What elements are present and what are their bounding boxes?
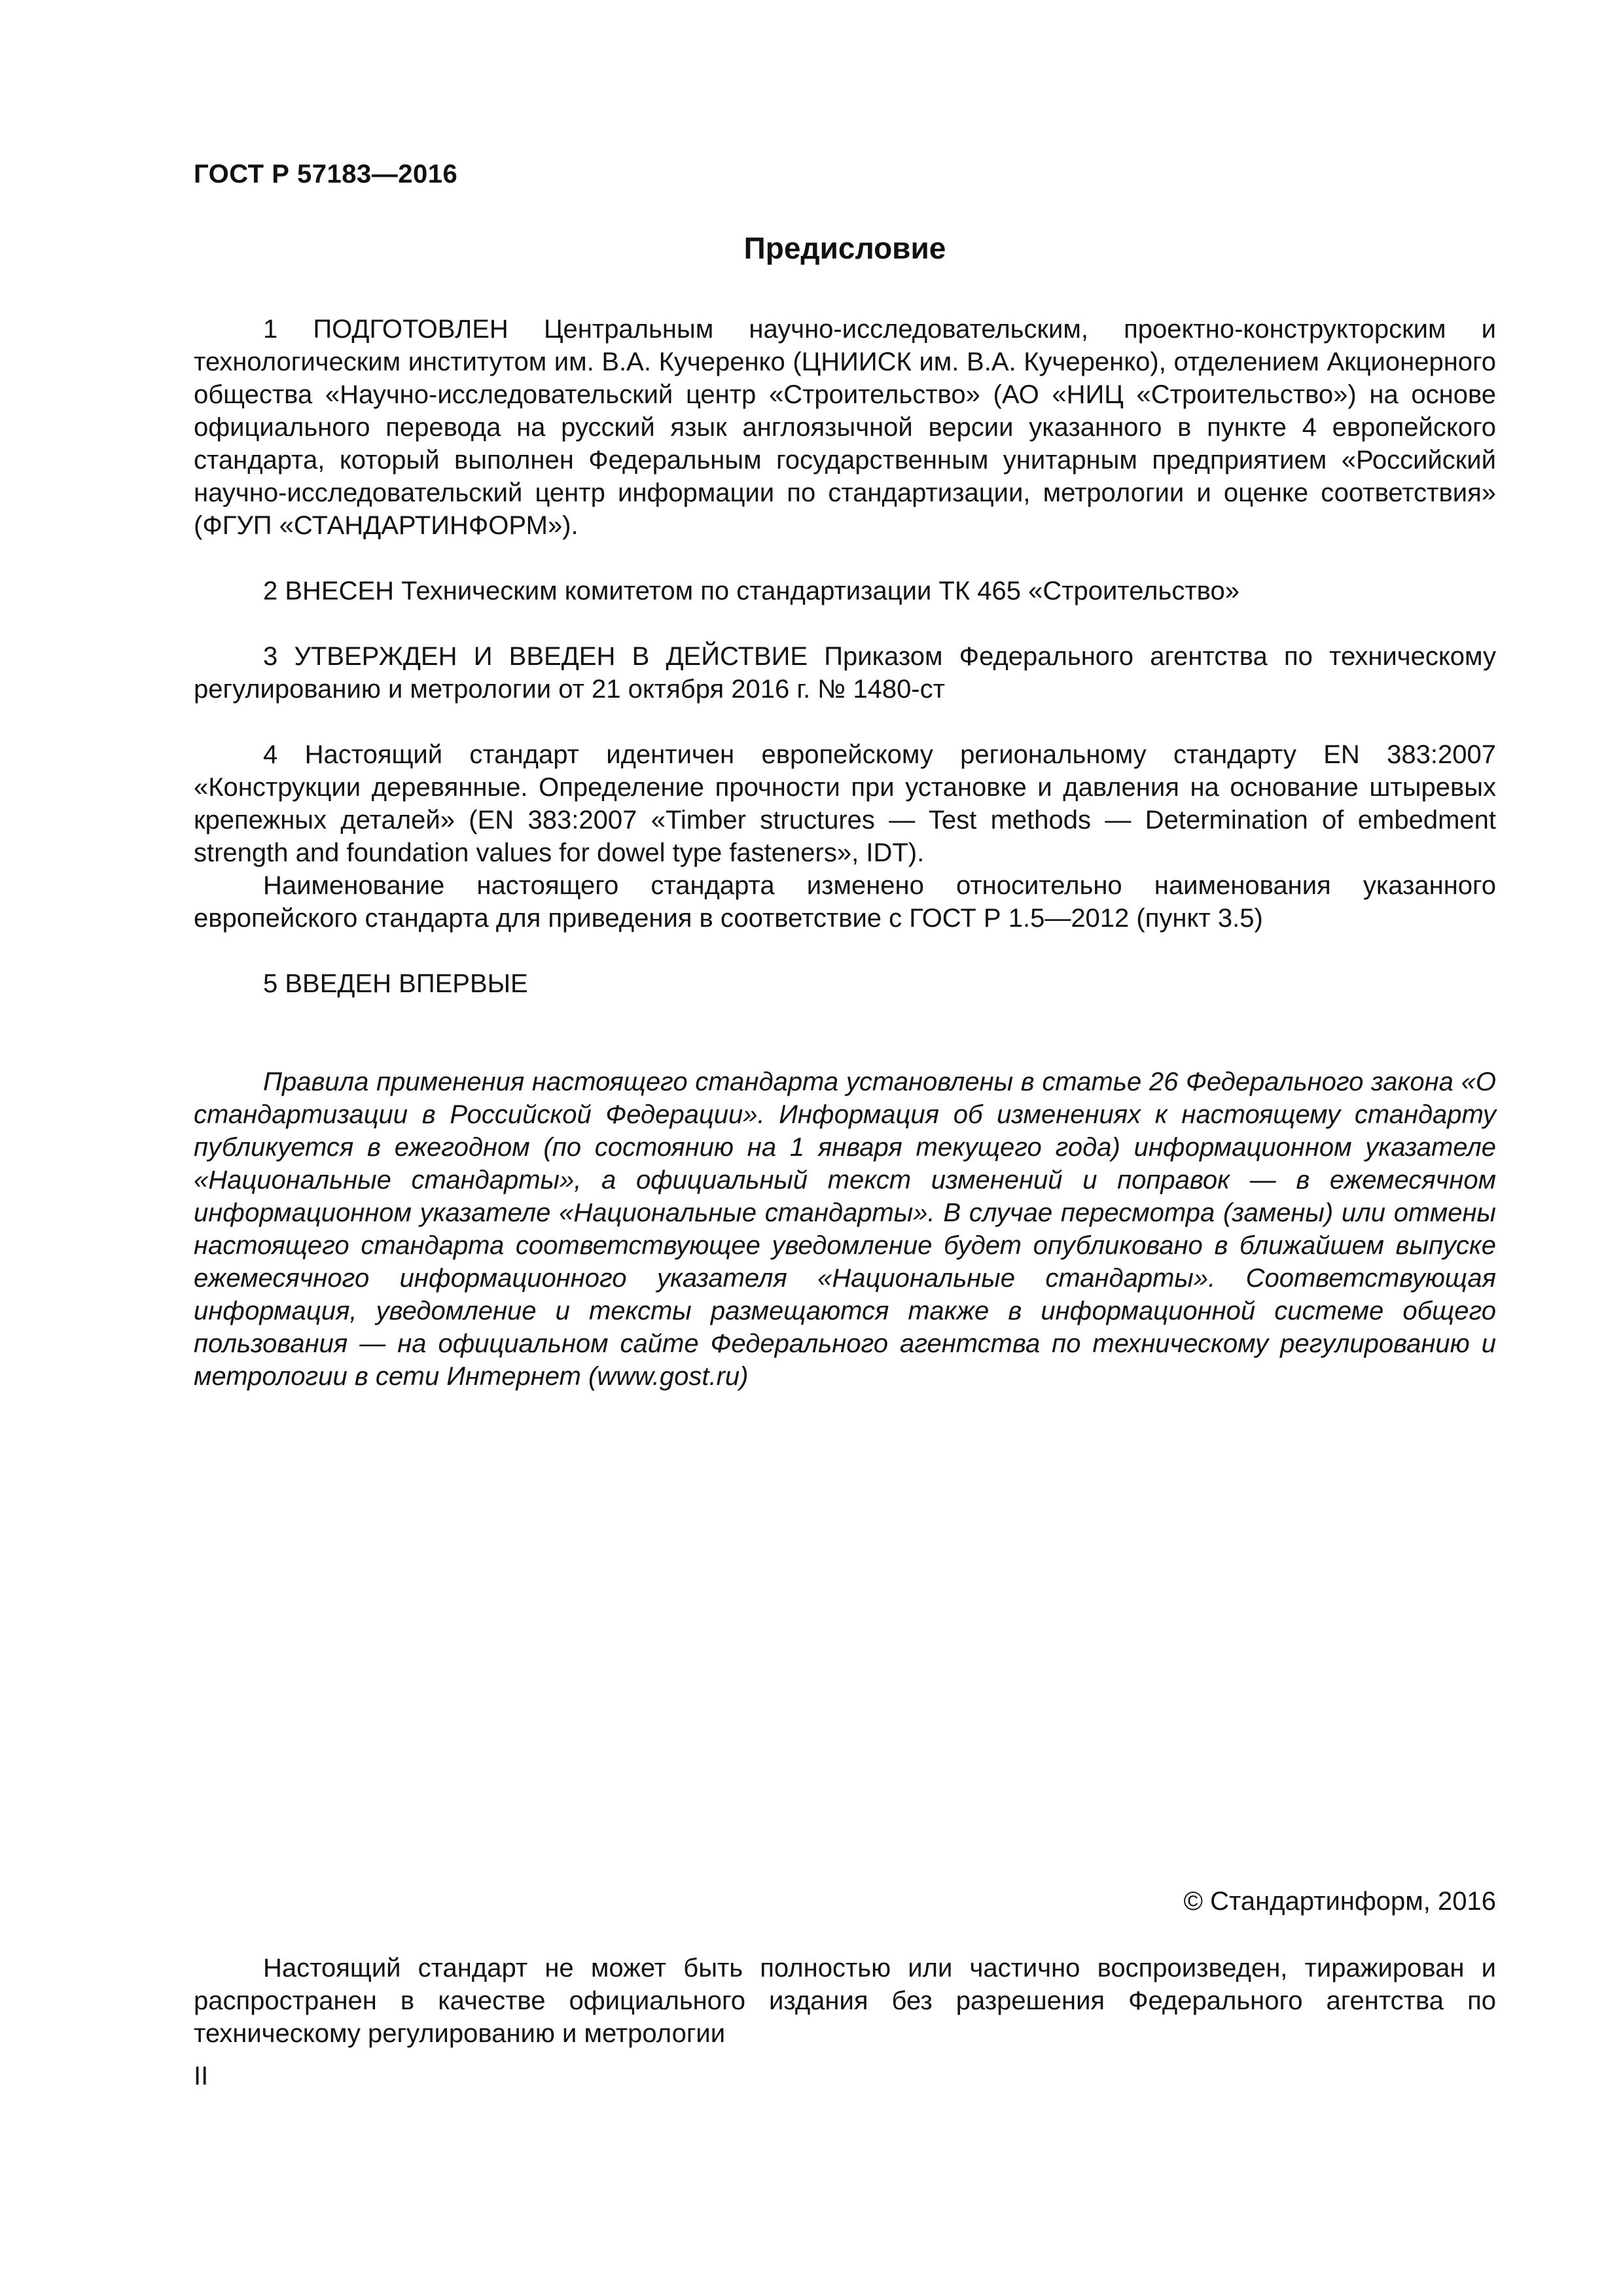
copyright: © Стандартинформ, 2016 [1183,1887,1496,1916]
foreword-item-4-lead: 4 [263,740,278,769]
reproduction-notice: Настоящий стандарт не может быть полностью или частично воспроизведен, тиражирован и распространен в качестве официального издания без разрешения Федерального агентства по техническому регулированию и метрологии [194,1954,1496,2048]
foreword-item-3 [194,640,1496,706]
foreword-item-2 [194,575,1496,607]
foreword-item-4-text: Настоящий стандарт идентичен европейскому региональному стандарту EN 383:2007 «Конструкции деревянные. Определение прочности при установке и давления на основание штыревых крепежных деталей» (EN 383:2007 «Timber structures — Test methods — Determination of embedment strength and foundation values for dowel type fasteners», IDT). [194,740,1496,867]
foreword-item-4-extra: Наименование настоящего стандарта изменено относительно наименования указанного европейского стандарта для приведения в соответствие с ГОСТ Р 1.5—2012 (пункт 3.5) [194,871,1496,933]
foreword-item-1-lead: 1 ПОДГОТОВЛЕН [263,315,508,344]
foreword-body [194,313,1496,1000]
foreword-item-3-lead: 3 УТВЕРЖДЕН И ВВЕДЕН В ДЕЙСТВИЕ [263,642,808,671]
page-number: II [194,2062,209,2090]
foreword-item-2-text: Техническим комитетом по стандартизации ТК 465 «Строительство» [394,577,1240,605]
foreword-item-1-text: Центральным научно-исследовательским, проектно-конструкторским и технологическим институтом им. В.А. Кучеренко (ЦНИИСК им. В.А. Кучеренко), отделением Акционерного общества «Научно-исследовательский центр «Строительство» (АО «НИЦ «Строительство») на основе официального перевода на русский язык англоязычной версии указанного в пункте 4 европейского стандарта, который выполнен Федеральным государственным унитарным предприятием «Российский научно-исследовательский центр информации по стандартизации, метрологии и оценке соответствия» (ФГУП «СТАНДАРТИНФОРМ»). [194,315,1496,540]
rules-notice: Правила применения настоящего стандарта установлены в статье 26 Федерального закона «О стандартизации в Российской Федерации». Информация об изменениях к настоящему стандарту публикуется в ежегодном (по состоянию на 1 января текущего года) информационном указателе «Национальные стандарты», а официальный текст изменений и поправок — в ежемесячном информационном указателе «Национальные стандарты». В случае пересмотра (замены) или отмены настоящего стандарта соответствующее уведомление будет опубликовано в ближайшем выпуске ежемесячного информационного указателя «Национальные стандарты». Соответствующая информация, уведомление и тексты размещаются также в информационной системе общего пользования — на официальном сайте Федерального агентства по техническому регулированию и метрологии в сети Интернет (www.gost.ru) [194,1067,1496,1391]
foreword-item-2-lead: 2 ВНЕСЕН [263,577,395,605]
foreword-item-3-text: Приказом Федерального агентства по техническому регулированию и метрологии от 21 октября 2016 г. № 1480-ст [194,642,1496,704]
foreword-item-5-lead: 5 ВВЕДЕН ВПЕРВЫЕ [263,969,528,998]
page-title: Предисловие [743,231,946,265]
rules-notice-block [194,1066,1496,1393]
reproduction-notice-block [194,1952,1496,2050]
foreword-item-5 [194,967,1496,1000]
foreword-item-4 [194,738,1496,869]
standard-code: ГОСТ Р 57183—2016 [194,160,458,188]
foreword-item-1 [194,313,1496,542]
